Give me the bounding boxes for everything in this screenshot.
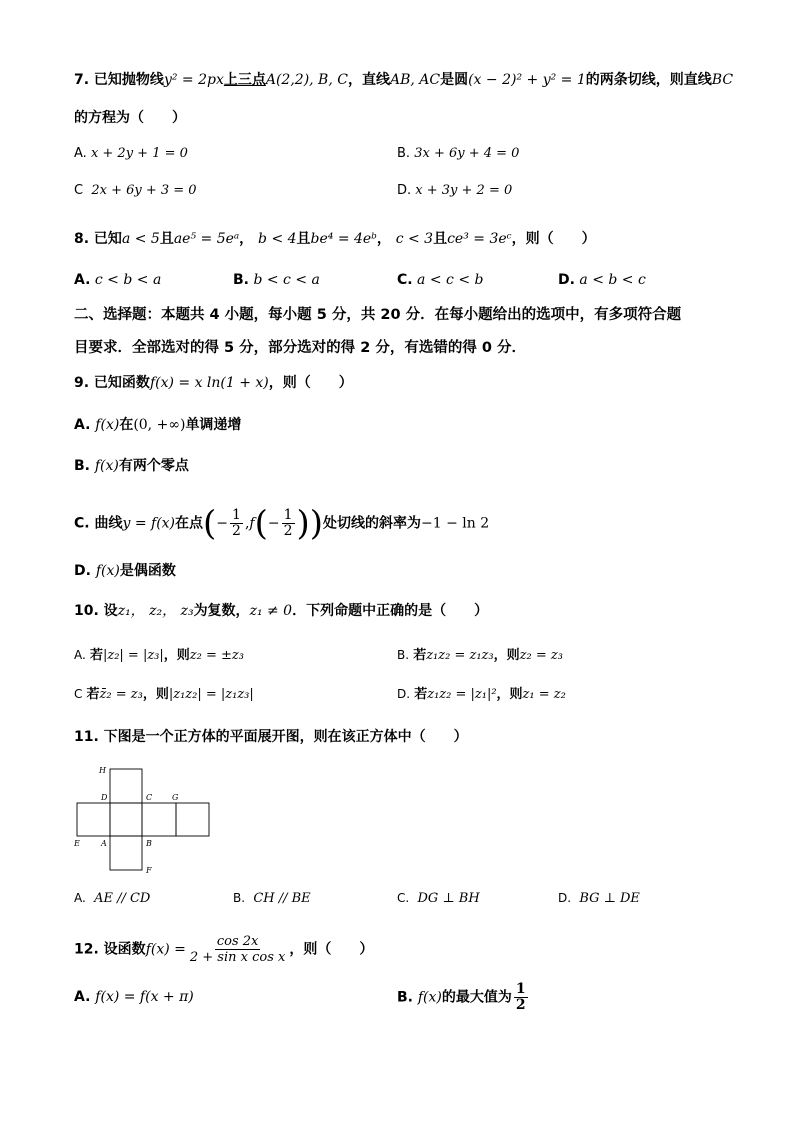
then-text: ，则 [163, 648, 190, 663]
q7-tangent-text: 的两条切线，则直线 [585, 72, 712, 88]
q9-stem [74, 373, 353, 393]
frac-num: 1 [283, 507, 293, 523]
q10-option-a[interactable] [74, 645, 244, 666]
q9-c-eq: y = f(x) [122, 515, 176, 532]
net-face-right [142, 803, 176, 836]
if-text: 若 [89, 648, 103, 663]
q12-option-b[interactable] [397, 982, 530, 1013]
net-label-h: H [99, 766, 106, 775]
net-face-top [110, 769, 142, 803]
q12-stem [74, 934, 373, 965]
q7-line2: 的方程为（ ） [74, 110, 186, 126]
q9-a-fx: f(x) [95, 417, 120, 433]
q9-option-d[interactable] [74, 561, 176, 581]
q12-a-eq: f(x) = f(x + π) [95, 989, 194, 1005]
option-label: D. [74, 563, 91, 579]
option-label: B. [397, 146, 411, 161]
q8-eq2: be⁴ = 4eᵇ [310, 231, 377, 247]
q8-and3: 且 [433, 231, 448, 247]
option-text: a < c < b [417, 272, 484, 288]
q7-circle-eq: (x − 2)² + y² = 1 [468, 72, 586, 88]
q7-option-a[interactable] [74, 144, 188, 164]
q9-a-rest: 单调递增 [185, 417, 242, 433]
net-label-d: D [101, 793, 108, 802]
left-paren: ( [254, 503, 268, 544]
option-text: BG ⊥ DE [579, 891, 640, 906]
q9-d-fx: f(x) [95, 563, 120, 579]
then-text: ，则 [496, 687, 523, 702]
q9-intro: 9. 已知函数 [74, 375, 150, 391]
net-label-a: A [101, 839, 107, 848]
cube-net-figure [70, 762, 220, 877]
if-text: 若 [86, 687, 100, 702]
if-text: 若 [413, 648, 427, 663]
option-label: B. [233, 272, 249, 288]
option-label: B. [74, 458, 90, 474]
q12-ending: ，则（ ） [289, 941, 374, 958]
q9-ending: ，则（ ） [268, 375, 353, 391]
f-symbol: f [249, 515, 255, 532]
q9-option-c[interactable] [74, 503, 490, 544]
q7-lines: AB, AC [389, 72, 441, 88]
option-text: DG ⊥ BH [417, 891, 480, 906]
q8-option-b[interactable] [233, 270, 320, 290]
q9-b-fx: f(x) [94, 458, 119, 474]
q12-fraction [188, 934, 287, 965]
q11-option-c[interactable] [397, 888, 480, 909]
option-text: AE // CD [94, 891, 151, 906]
option-result: z₂ = z₃ [519, 648, 563, 663]
left-paren: ( [203, 503, 217, 544]
q7-stem-line1 [74, 70, 733, 90]
then-text: ，则 [493, 648, 520, 663]
q10-vars: z₁， z₂， z₃ [117, 603, 194, 619]
q9-b-rest: 有两个零点 [118, 458, 189, 474]
q7-option-d[interactable] [397, 181, 512, 201]
net-label-c: C [146, 793, 153, 802]
q7-circle-text: 是圆 [440, 72, 469, 88]
q12-b-fx: f(x) [417, 989, 442, 1006]
option-label: C [74, 183, 84, 198]
q9-option-b[interactable] [74, 456, 189, 476]
frac-num: 1 [515, 981, 526, 997]
then-text: ，则 [142, 687, 169, 702]
section2-line2: 目要求．全部选对的得 5 分，部分选对的得 2 分，有选错的得 0 分． [74, 340, 527, 356]
q8-sep1: ， [239, 231, 254, 247]
q7-three-points: 上三点 [223, 72, 266, 88]
right-paren: ) [309, 503, 324, 544]
option-text: 3x + 6y + 4 = 0 [414, 146, 520, 161]
option-text: 2x + 6y + 3 = 0 [91, 183, 197, 198]
q11-option-d[interactable] [558, 888, 640, 909]
if-text: 若 [414, 687, 428, 702]
q8-sep2: ， [376, 231, 391, 247]
frac-num: cos 2x [216, 934, 259, 949]
q8-eq1: ae⁵ = 5eᵃ [173, 231, 240, 247]
option-cond: z₁z₂ = |z₁|² [427, 687, 497, 702]
q8-option-a[interactable] [74, 270, 161, 290]
q10-stem [74, 601, 488, 621]
q7-parabola-eq: y² = 2px [163, 72, 224, 88]
option-text: CH // BE [253, 891, 311, 906]
option-label: C [74, 687, 83, 701]
q8-option-c[interactable] [397, 270, 483, 290]
q8-and1: 且 [159, 231, 174, 247]
option-label: B. [397, 648, 410, 662]
option-label: B. [397, 989, 413, 1006]
q11-option-a[interactable] [74, 888, 150, 909]
option-cond: z₁z₂ = z₁z₃ [426, 648, 494, 663]
fraction [230, 508, 243, 539]
q10-cond: z₁ ≠ 0 [249, 603, 293, 619]
option-label: C. [74, 515, 90, 532]
q9-option-a[interactable] [74, 415, 241, 435]
q12-option-a[interactable] [74, 987, 194, 1007]
q9-c-at: 在点 [175, 515, 204, 532]
net-face-bottom [110, 836, 142, 870]
q12-intro: 12. 设函数 [74, 941, 146, 958]
q9-c-curve: 曲线 [94, 515, 123, 532]
option-label: D. [397, 687, 411, 701]
q9-c-slope-text: 处切线的斜率为 [323, 515, 422, 532]
q8-cond1: a < 5 [121, 231, 160, 247]
option-cond: |z₂| = |z₃| [102, 648, 164, 663]
option-label: C. [397, 272, 413, 288]
option-label: B. [233, 891, 246, 905]
right-paren: ) [296, 503, 310, 544]
option-label: C. [397, 891, 410, 905]
q11-option-b[interactable] [233, 888, 311, 909]
frac-den: 2 + sin x cos x [189, 950, 286, 965]
comma: , [244, 515, 250, 532]
q11-stem: 11. 下图是一个正方体的平面展开图，则在该正方体中（ ） [74, 729, 468, 745]
q8-eq3: ce³ = 3eᶜ [447, 231, 512, 247]
option-result: z₁ = z₂ [522, 687, 566, 702]
minus-sign: − [216, 515, 229, 532]
option-text: b < c < a [253, 272, 320, 288]
frac-den: 2 [515, 997, 526, 1013]
net-face-far-right [176, 803, 209, 836]
option-text: c < b < a [94, 272, 162, 288]
q12-b-text: 的最大值为 [441, 989, 512, 1006]
q9-c-slope: −1 − ln 2 [421, 515, 490, 532]
q7-option-b[interactable] [397, 144, 519, 164]
net-label-g: G [172, 793, 179, 802]
q10-ending: ．下列命题中正确的是（ ） [292, 603, 489, 619]
net-label-f: F [146, 866, 152, 875]
option-result: |z₁z₂| = |z₁z₃| [168, 687, 254, 702]
option-label: A. [74, 146, 87, 161]
section2-line1: 二、选择题：本题共 4 小题，每小题 5 分，共 20 分．在每小题给出的选项中，有多项符合题 [74, 307, 682, 323]
net-label-b: B [146, 839, 152, 848]
q7-stem-line2 [74, 108, 186, 128]
q8-and2: 且 [296, 231, 311, 247]
q9-a-interval: (0, +∞) [133, 417, 186, 433]
option-text: x + 3y + 2 = 0 [415, 183, 513, 198]
q10-intro: 10. 设 [74, 603, 118, 619]
q12-b-fraction [514, 982, 528, 1013]
option-label: A. [74, 891, 86, 905]
option-label: A. [74, 648, 86, 662]
q8-cond3: c < 3 [395, 231, 434, 247]
minus-sign: − [267, 515, 280, 532]
q10-complex-text: 为复数， [193, 603, 250, 619]
q7-lines-text: ，直线 [347, 72, 390, 88]
option-label: A. [74, 989, 91, 1005]
q10-option-b[interactable] [397, 645, 563, 666]
q8-intro: 8. 已知 [74, 231, 122, 247]
net-face-left [77, 803, 110, 836]
q8-option-d[interactable] [558, 270, 646, 290]
fraction [282, 508, 295, 539]
q12-fx: f(x) = [145, 941, 186, 958]
option-cond: z̄₂ = z₃ [99, 687, 143, 702]
net-face-center [110, 803, 142, 836]
frac-num: 1 [232, 507, 241, 523]
q9-a-in: 在 [119, 417, 134, 433]
option-label: D. [558, 891, 572, 905]
q8-ending: ，则（ ） [511, 231, 596, 247]
q10-option-d[interactable] [397, 684, 566, 705]
q9-function: f(x) = x ln(1 + x) [149, 375, 269, 391]
option-result: z₂ = ±z₃ [189, 648, 244, 663]
option-label: A. [74, 417, 91, 433]
q7-points: A(2,2), B, C [265, 72, 348, 88]
option-text: a < b < c [579, 272, 646, 288]
option-label: D. [558, 272, 575, 288]
q9-d-rest: 是偶函数 [119, 563, 176, 579]
frac-den: 2 [232, 523, 241, 539]
q7-bc: BC [711, 72, 734, 88]
frac-den: 2 [283, 523, 293, 539]
option-text: x + 2y + 1 = 0 [90, 146, 188, 161]
option-label: A. [74, 272, 91, 288]
q7-option-c[interactable] [74, 181, 197, 201]
q8-stem [74, 229, 596, 249]
q7-intro: 7. 已知抛物线 [74, 72, 164, 88]
net-label-e: E [74, 839, 80, 848]
q10-option-c[interactable] [74, 684, 254, 705]
q8-cond2: b < 4 [258, 231, 297, 247]
option-label: D. [397, 183, 412, 198]
